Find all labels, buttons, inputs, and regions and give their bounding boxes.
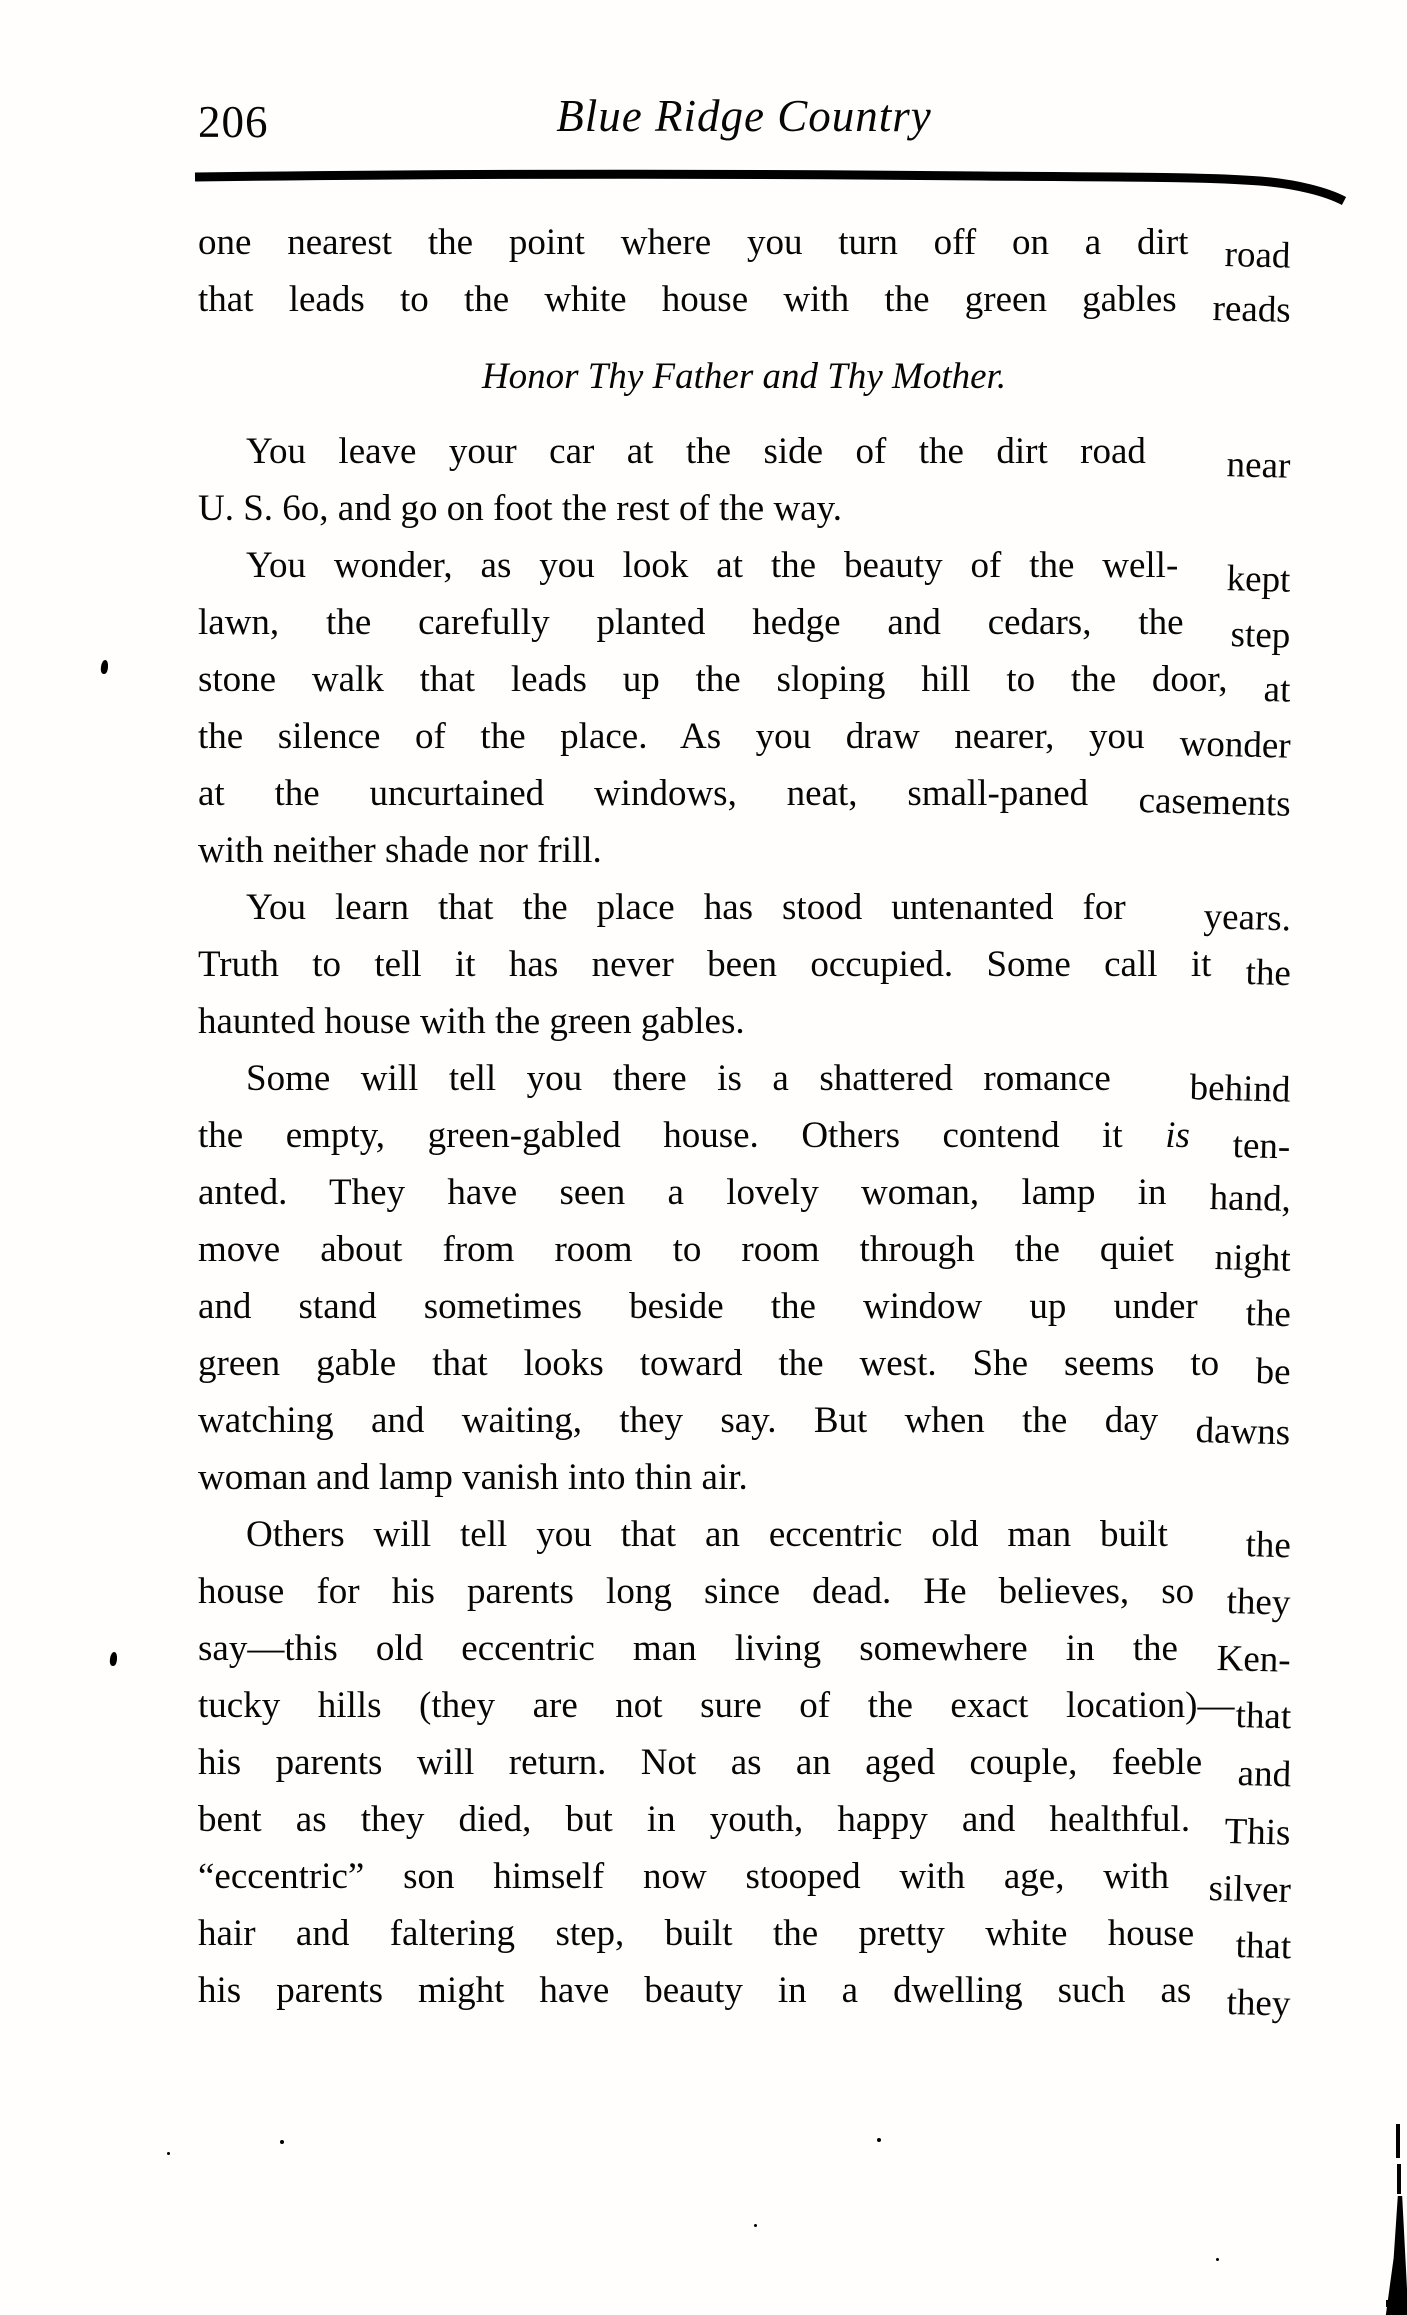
dust-speck <box>754 2224 757 2227</box>
text-line: You leave your car at the side of the dirt road near <box>246 431 1292 487</box>
paragraph <box>198 1506 1292 2025</box>
text-line: that leads to the white house with the green gables reads <box>198 279 1292 331</box>
text-line: Others will tell you that an eccentric old man built the <box>246 1514 1292 1567</box>
text-line: with neither shade nor frill. <box>198 830 602 871</box>
text-line: bent as they died, but in youth, happy and healthful. This <box>198 1799 1292 1854</box>
text-line: house for his parents long since dead. He believes, so they <box>198 1571 1292 1624</box>
page-edge-mark <box>1396 2124 1400 2158</box>
text-line: one nearest the point where you turn off on a dirt road <box>198 222 1292 277</box>
text-line: haunted house with the green gables. <box>198 1001 745 1042</box>
paragraph <box>198 537 1290 879</box>
text-line: watching and waiting, they say. But when the day dawns <box>198 1400 1292 1454</box>
text-line: green gable that looks toward the west. She seems to be <box>198 1343 1292 1393</box>
paragraph <box>198 1050 1290 1506</box>
dust-speck <box>877 2138 881 2142</box>
text-line: anted. They have seen a lovely woman, lamp in hand, <box>198 1172 1292 1220</box>
text-line: “eccentric” son himself now stooped with age, with silver <box>198 1856 1292 1912</box>
page-edge-streak <box>1384 2196 1407 2315</box>
text-line: the silence of the place. As you draw nearer, you wonder <box>198 716 1292 767</box>
text-line: Some will tell you there is a shattered romance behind <box>246 1058 1292 1111</box>
text-line: hair and faltering step, built the pretty white house that <box>198 1913 1292 1968</box>
text-line: U. S. 6o, and go on foot the rest of the way. <box>198 488 842 529</box>
page-body <box>198 214 1292 2025</box>
dust-speck <box>167 2152 170 2155</box>
text-line: Honor Thy Father and Thy Mother. <box>481 356 1007 397</box>
text-line: stone walk that leads up the sloping hill to the door, at <box>198 659 1292 711</box>
text-line: Truth to tell it has never been occupied. Some call it the <box>198 944 1292 995</box>
dust-speck <box>280 2140 284 2144</box>
text-line: move about from room to room through the quiet night <box>198 1229 1292 1280</box>
paragraph <box>198 423 1290 537</box>
ink-mark <box>100 660 109 675</box>
text-line: the empty, green-gabled house. Others contend it is ten- <box>198 1115 1292 1168</box>
running-title: Blue Ridge Country <box>556 91 932 141</box>
header-rule <box>192 168 1352 215</box>
page-edge-mark <box>1397 2164 1401 2194</box>
text-line: lawn, the carefully planted hedge and cedars, the step <box>198 602 1292 657</box>
ink-mark <box>109 1652 118 1667</box>
dust-speck <box>1216 2258 1219 2261</box>
page-number: 206 <box>198 97 269 147</box>
text-line: at the uncurtained windows, neat, small-paned casements <box>198 773 1292 825</box>
text-line: say—this old eccentric man living somewhere in the Ken- <box>198 1628 1292 1681</box>
text-line: woman and lamp vanish into thin air. <box>198 1457 748 1498</box>
scripture-quote <box>198 348 1290 405</box>
text-line: his parents might have beauty in a dwelling such as they <box>198 1970 1292 2025</box>
paragraph <box>198 879 1290 1050</box>
text-line: tucky hills (they are not sure of the exact location)—that <box>198 1685 1292 1738</box>
text-line: and stand sometimes beside the window up under the <box>198 1286 1292 1336</box>
page-header <box>198 90 1290 160</box>
text-line: You wonder, as you look at the beauty of the well- kept <box>246 545 1292 601</box>
paragraph <box>198 214 1292 331</box>
text-line: his parents will return. Not as an aged couple, feeble and <box>198 1742 1292 1796</box>
text-line: You learn that the place has stood untenanted for years. <box>246 887 1292 940</box>
